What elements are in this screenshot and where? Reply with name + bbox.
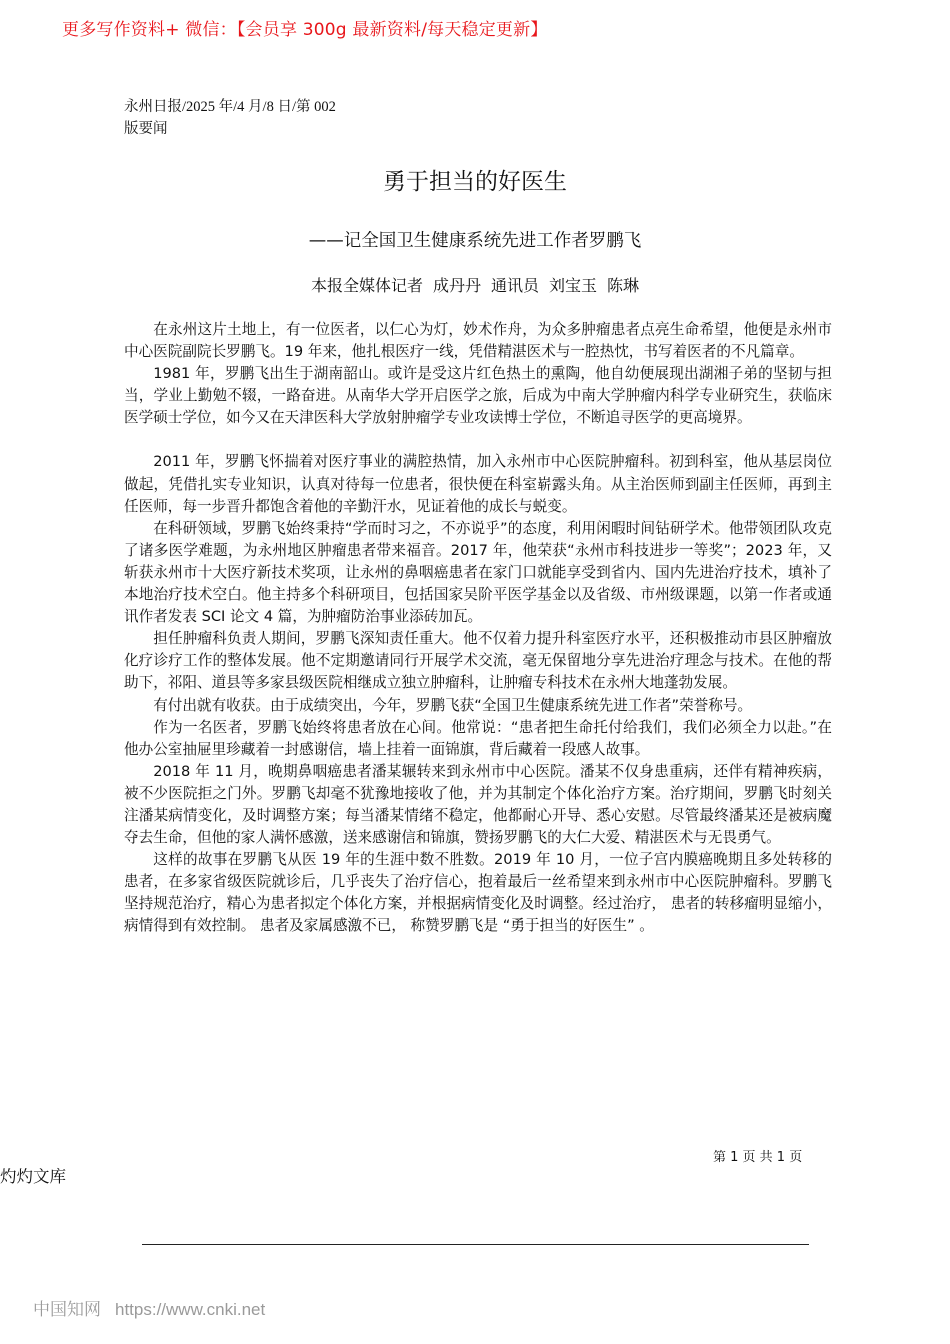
article-subtitle: ——记全国卫生健康系统先进工作者罗鹏飞	[308, 231, 642, 251]
paragraph: 作为一名医者，罗鹏飞始终将患者放在心间。他常说：“患者把生命托付给我们，我们必须全力以赴。”在他办公室抽屉里珍藏着一封感谢信，墙上挂着一面锦旗，背后藏着一段感人故事。	[124, 718, 832, 758]
byline-author: 陈琳	[607, 276, 640, 295]
page-number: 第 1 页 共 1 页	[713, 1150, 803, 1165]
paragraph: 在永州这片土地上，有一位医者，以仁心为灯，妙术作舟，为众多肿瘤患者点亮生命希望，他便是永州市中心医院副院长罗鹏飞。19 年来，他扎根医疗一线，凭借精湛医术与一腔热忱，书写着医者的不凡篇章。	[124, 321, 832, 361]
cnki-watermark	[33, 1295, 265, 1320]
footer-divider	[142, 1244, 809, 1245]
article-title: 勇于担当的好医生	[383, 169, 567, 195]
paragraph: 1981 年，罗鹏飞出生于湖南韶山。或许是受这片红色热土的熏陶，他自幼便展现出湖湘子弟的坚韧与担当，学业上勤勉不辍，一路奋进。从南华大学开启医学之旅，后成为中南大学肿瘤内科学专业研究生，获临床医学硕士学位，如今又在天津医科大学放射肿瘤学专业攻读博士学位，不断追寻医学的更高境界。	[124, 365, 832, 427]
byline	[0, 273, 950, 296]
byline-role: 通讯员	[490, 276, 539, 295]
byline-author: 成丹丹	[432, 276, 481, 295]
byline-author: 刘宝玉	[549, 276, 598, 295]
promo-banner: 更多写作资料+ 微信：【会员享 300g 最新资料/每天稳定更新】	[62, 20, 548, 40]
paragraph: 2011 年，罗鹏飞怀揣着对医疗事业的满腔热情，加入永州市中心医院肿瘤科。初到科室，他从基层岗位做起，凭借扎实专业知识，认真对待每一位患者，很快便在科室崭露头角。从主治医师到副主任医师，再到主任医师，每一步晋升都饱含着他的辛勤汗水，见证着他的成长与蜕变。	[124, 453, 832, 515]
wenku-label: 灼灼文库	[0, 1167, 66, 1186]
cnki-name: 中国知网	[33, 1300, 101, 1320]
paragraph: 2018 年 11 月，晚期鼻咽癌患者潘某辗转来到永州市中心医院。潘某不仅身患重病，还伴有精神疾病，被不少医院拒之门外。罗鹏飞却毫不犹豫地接收了他，并为其制定个体化治疗方案。治疗期间，罗鹏飞时刻关注潘某病情变化，及时调整方案；每当潘某情绪不稳定，他都耐心开导、悉心安慰。尽管最终潘某还是被病魔夺去生命，但他的家人满怀感激，送来感谢信和锦旗，赞扬罗鹏飞的大仁大爱、精湛医术与无畏勇气。	[124, 762, 832, 847]
publication-meta-line: 永州日报/2025 年/4 月/8 日/第 002	[124, 99, 336, 115]
publication-meta-line: 版要闻	[124, 121, 168, 137]
paragraph: 有付出就有收获。由于成绩突出，今年，罗鹏飞获“全国卫生健康系统先进工作者”荣誉称号。	[153, 696, 753, 714]
paragraph: 这样的故事在罗鹏飞从医 19 年的生涯中数不胜数。2019 年 10 月，一位子宫内膜癌晚期且多处转移的患者，在多家省级医院就诊后，几乎丧失了治疗信心，抱着最后一丝希望来到永州市中心医院肿瘤科。罗鹏飞坚持规范治疗，精心为患者拟定个体化方案，并根据病情变化及时调整。经过治疗， 患者的转移瘤明显缩小， 病情得到有效控制。 患者及家属感激不已， 称赞罗鹏飞是 “勇于担当的好医生” 。	[124, 851, 832, 935]
paragraph: 在科研领域，罗鹏飞始终秉持“学而时习之，不亦说乎”的态度，利用闲暇时间钻研学术。他带领团队攻克了诸多医学难题，为永州地区肿瘤患者带来福音。2017 年，他荣获“永州市科技进步一等奖”；2023 年，又斩获永州市十大医疗新技术奖项，让永州的鼻咽癌患者在家门口就能享受到省内、国内先进治疗技术，填补了本地治疗技术空白。他主持多个科研项目，包括国家吴阶平医学基金以及省级、市州级课题，以第一作者或通讯作者发表 SCI 论文 4 篇，为肿瘤防治事业添砖加瓦。	[124, 519, 832, 626]
cnki-url[interactable]: https://www.cnki.net	[115, 1300, 266, 1319]
article-body	[124, 319, 832, 938]
publication-meta	[124, 96, 336, 140]
paragraph: 担任肿瘤科负责人期间，罗鹏飞深知责任重大。他不仅着力提升科室医疗水平，还积极推动市县区肿瘤放化疗诊疗工作的整体发展。他不定期邀请同行开展学术交流，毫无保留地分享先进治疗理念与技术。在他的帮助下，祁阳、道县等多家县级医院相继成立独立肿瘤科，让肿瘤专科技术在永州大地蓬勃发展。	[124, 630, 832, 692]
byline-role: 本报全媒体记者	[310, 276, 423, 295]
